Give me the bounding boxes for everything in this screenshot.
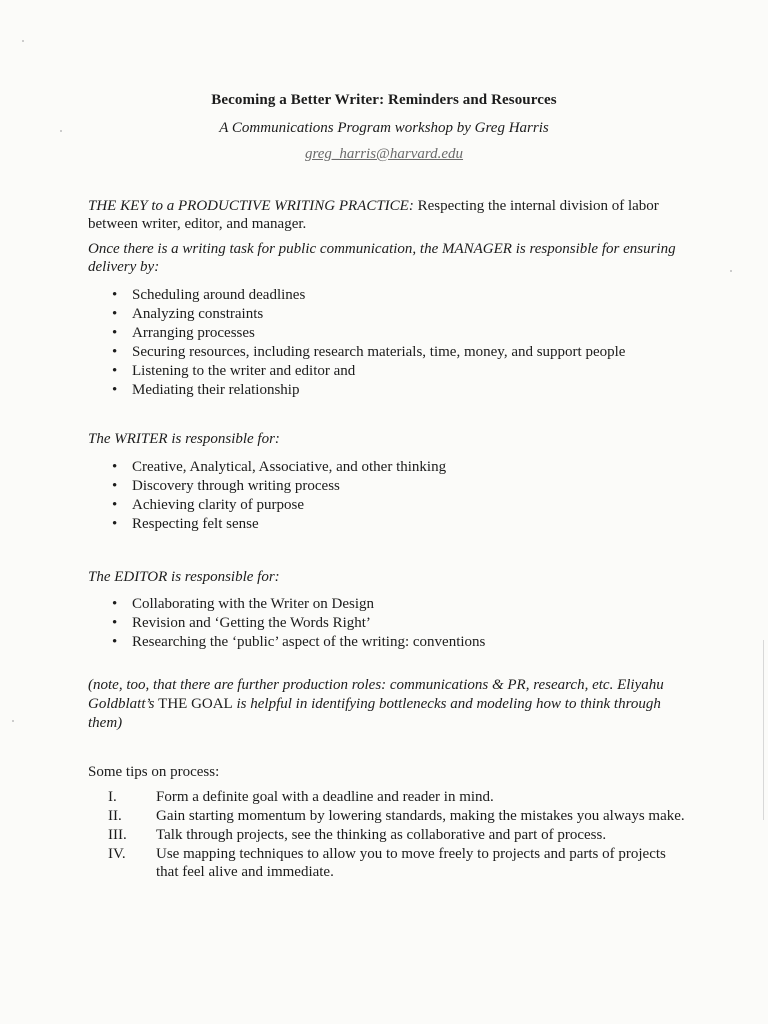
tip-text: Gain starting momentum by lowering standards, making the mistakes you always make. [156, 808, 685, 824]
list-item [108, 807, 688, 825]
tip-number: III. [108, 827, 127, 843]
tip-text: Form a definite goal with a deadline and reader in mind. [156, 789, 494, 805]
tips-heading: Some tips on process: [88, 764, 220, 780]
note-text-part-1: (note, too, that there are further production roles: communications & PR, research, etc. Eliyahu Goldblatt’s [88, 677, 664, 712]
list-item [108, 826, 688, 844]
editor-heading: The EDITOR is responsible for: [88, 569, 280, 585]
list-item: • Listening to the writer and editor and [108, 362, 625, 381]
writer-responsibility-list [108, 458, 446, 534]
scan-speck [12, 720, 14, 722]
list-item: • Creative, Analytical, Associative, and other thinking [108, 458, 446, 477]
list-item: • Achieving clarity of purpose [108, 496, 446, 515]
list-item: • Arranging processes [108, 324, 625, 343]
writer-heading: The WRITER is responsible for: [88, 431, 280, 447]
list-item: • Revision and ‘Getting the Words Right’ [108, 614, 485, 633]
list-item [108, 845, 688, 881]
scan-speck [60, 130, 62, 132]
document-subtitle: A Communications Program workshop by Greg Harris [219, 120, 549, 136]
list-item: • Scheduling around deadlines [108, 286, 625, 305]
note-text-part-2: is helpful in identifying bottlenecks and modeling how to think through them) [88, 696, 661, 731]
list-item: • Respecting felt sense [108, 515, 446, 534]
author-email-link[interactable]: greg_harris@harvard.edu [304, 146, 464, 162]
key-statement-lead: THE KEY to a PRODUCTIVE WRITING PRACTICE: [88, 198, 414, 214]
list-item: • Researching the ‘public’ aspect of the writing: conventions [108, 633, 485, 652]
process-tips-list [108, 788, 688, 882]
scan-speck [22, 40, 24, 42]
editor-responsibility-list [108, 595, 485, 652]
scan-speck [730, 270, 732, 272]
note-book-title: THE GOAL [158, 696, 233, 712]
list-item: • Collaborating with the Writer on Design [108, 595, 485, 614]
manager-responsibility-list [108, 286, 625, 400]
document-title: Becoming a Better Writer: Reminders and Resources [211, 92, 557, 108]
tip-number: I. [108, 789, 117, 805]
list-item [108, 788, 688, 806]
tip-number: IV. [108, 846, 126, 862]
tip-number: II. [108, 808, 122, 824]
tip-text: Talk through projects, see the thinking as collaborative and part of process. [156, 827, 607, 843]
list-item: • Mediating their relationship [108, 381, 625, 400]
list-item: • Analyzing constraints [108, 305, 625, 324]
key-statement-text: Respecting the internal division of labor between writer, editor, and manager. [88, 198, 659, 232]
scan-edge-line [763, 640, 764, 820]
list-item: • Discovery through writing process [108, 477, 446, 496]
list-item: • Securing resources, including research materials, time, money, and support people [108, 343, 625, 362]
key-statement [88, 197, 688, 233]
tip-text: Use mapping techniques to allow you to move freely to projects and parts of projects that feel alive and immediate. [156, 846, 666, 880]
manager-intro: Once there is a writing task for public communication, the MANAGER is responsible for ensuring delivery by: [88, 241, 676, 275]
production-roles-note [88, 676, 688, 733]
